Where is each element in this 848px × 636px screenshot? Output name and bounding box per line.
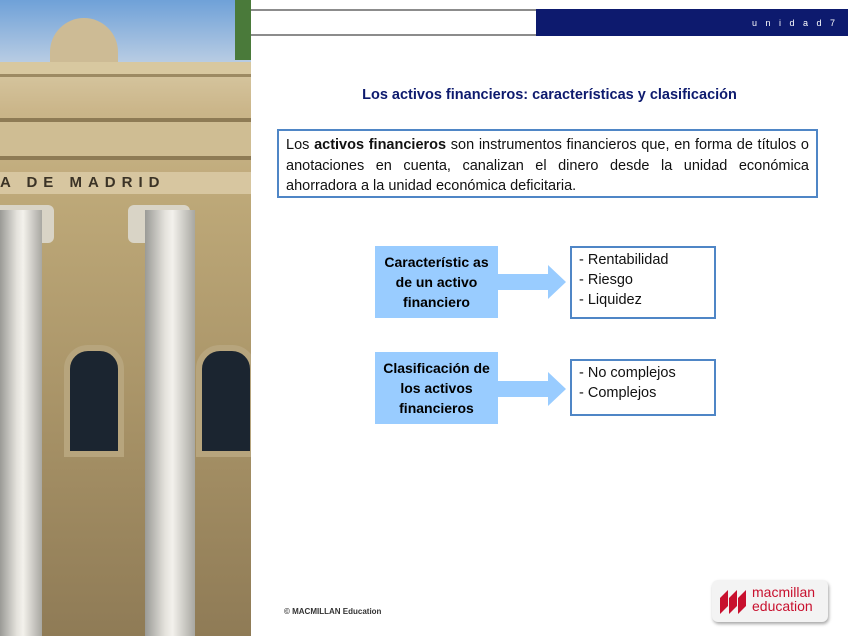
photo-foliage [235, 0, 251, 60]
definition-term: activos financieros [314, 137, 447, 153]
concept-classification [375, 352, 498, 424]
concept-label: Clasificación de los activos financieros [383, 360, 490, 416]
photo-column [0, 210, 42, 636]
arrow-right-icon [498, 265, 566, 299]
photo-sky [0, 0, 251, 62]
concept-characteristics [375, 246, 498, 318]
list-item: - Complejos [579, 385, 657, 401]
arrow-right-icon [498, 372, 566, 406]
definition-box [277, 129, 818, 198]
photo-inscription: A DE MADRID [0, 172, 251, 194]
classification-list [570, 359, 716, 416]
header-line [251, 9, 536, 36]
list-item: - Rentabilidad [579, 252, 669, 268]
unit-label: u n i d a d 7 [751, 18, 838, 28]
slide-title: Los activos financieros: características y clasificación [362, 87, 737, 103]
photo-window [196, 345, 251, 457]
macmillan-m-icon [720, 588, 750, 614]
building-photo [0, 0, 251, 636]
macmillan-logo [712, 580, 828, 622]
photo-frieze [0, 118, 251, 160]
characteristics-list [570, 246, 716, 319]
photo-window [64, 345, 124, 457]
list-item: - Riesgo [579, 272, 633, 288]
copyright-notice: © MACMILLAN Education [284, 607, 382, 616]
concept-label: Característic as de un activo financiero [384, 254, 489, 310]
list-item: - No complejos [579, 365, 676, 381]
header-banner [536, 9, 848, 36]
photo-column [145, 210, 195, 636]
logo-line1: macmillan [752, 584, 816, 600]
definition-text: son instrumentos financieros que, en forma de títulos o anotaciones en cuenta, canalizan el dinero desde la unidad económica ahorradora a la unidad económica deficitaria. [286, 137, 809, 194]
logo-line2: education [752, 598, 813, 614]
logo-text [752, 585, 815, 613]
photo-cornice [0, 62, 251, 77]
definition-lead: Los [286, 137, 315, 153]
list-item: - Liquidez [579, 292, 642, 308]
